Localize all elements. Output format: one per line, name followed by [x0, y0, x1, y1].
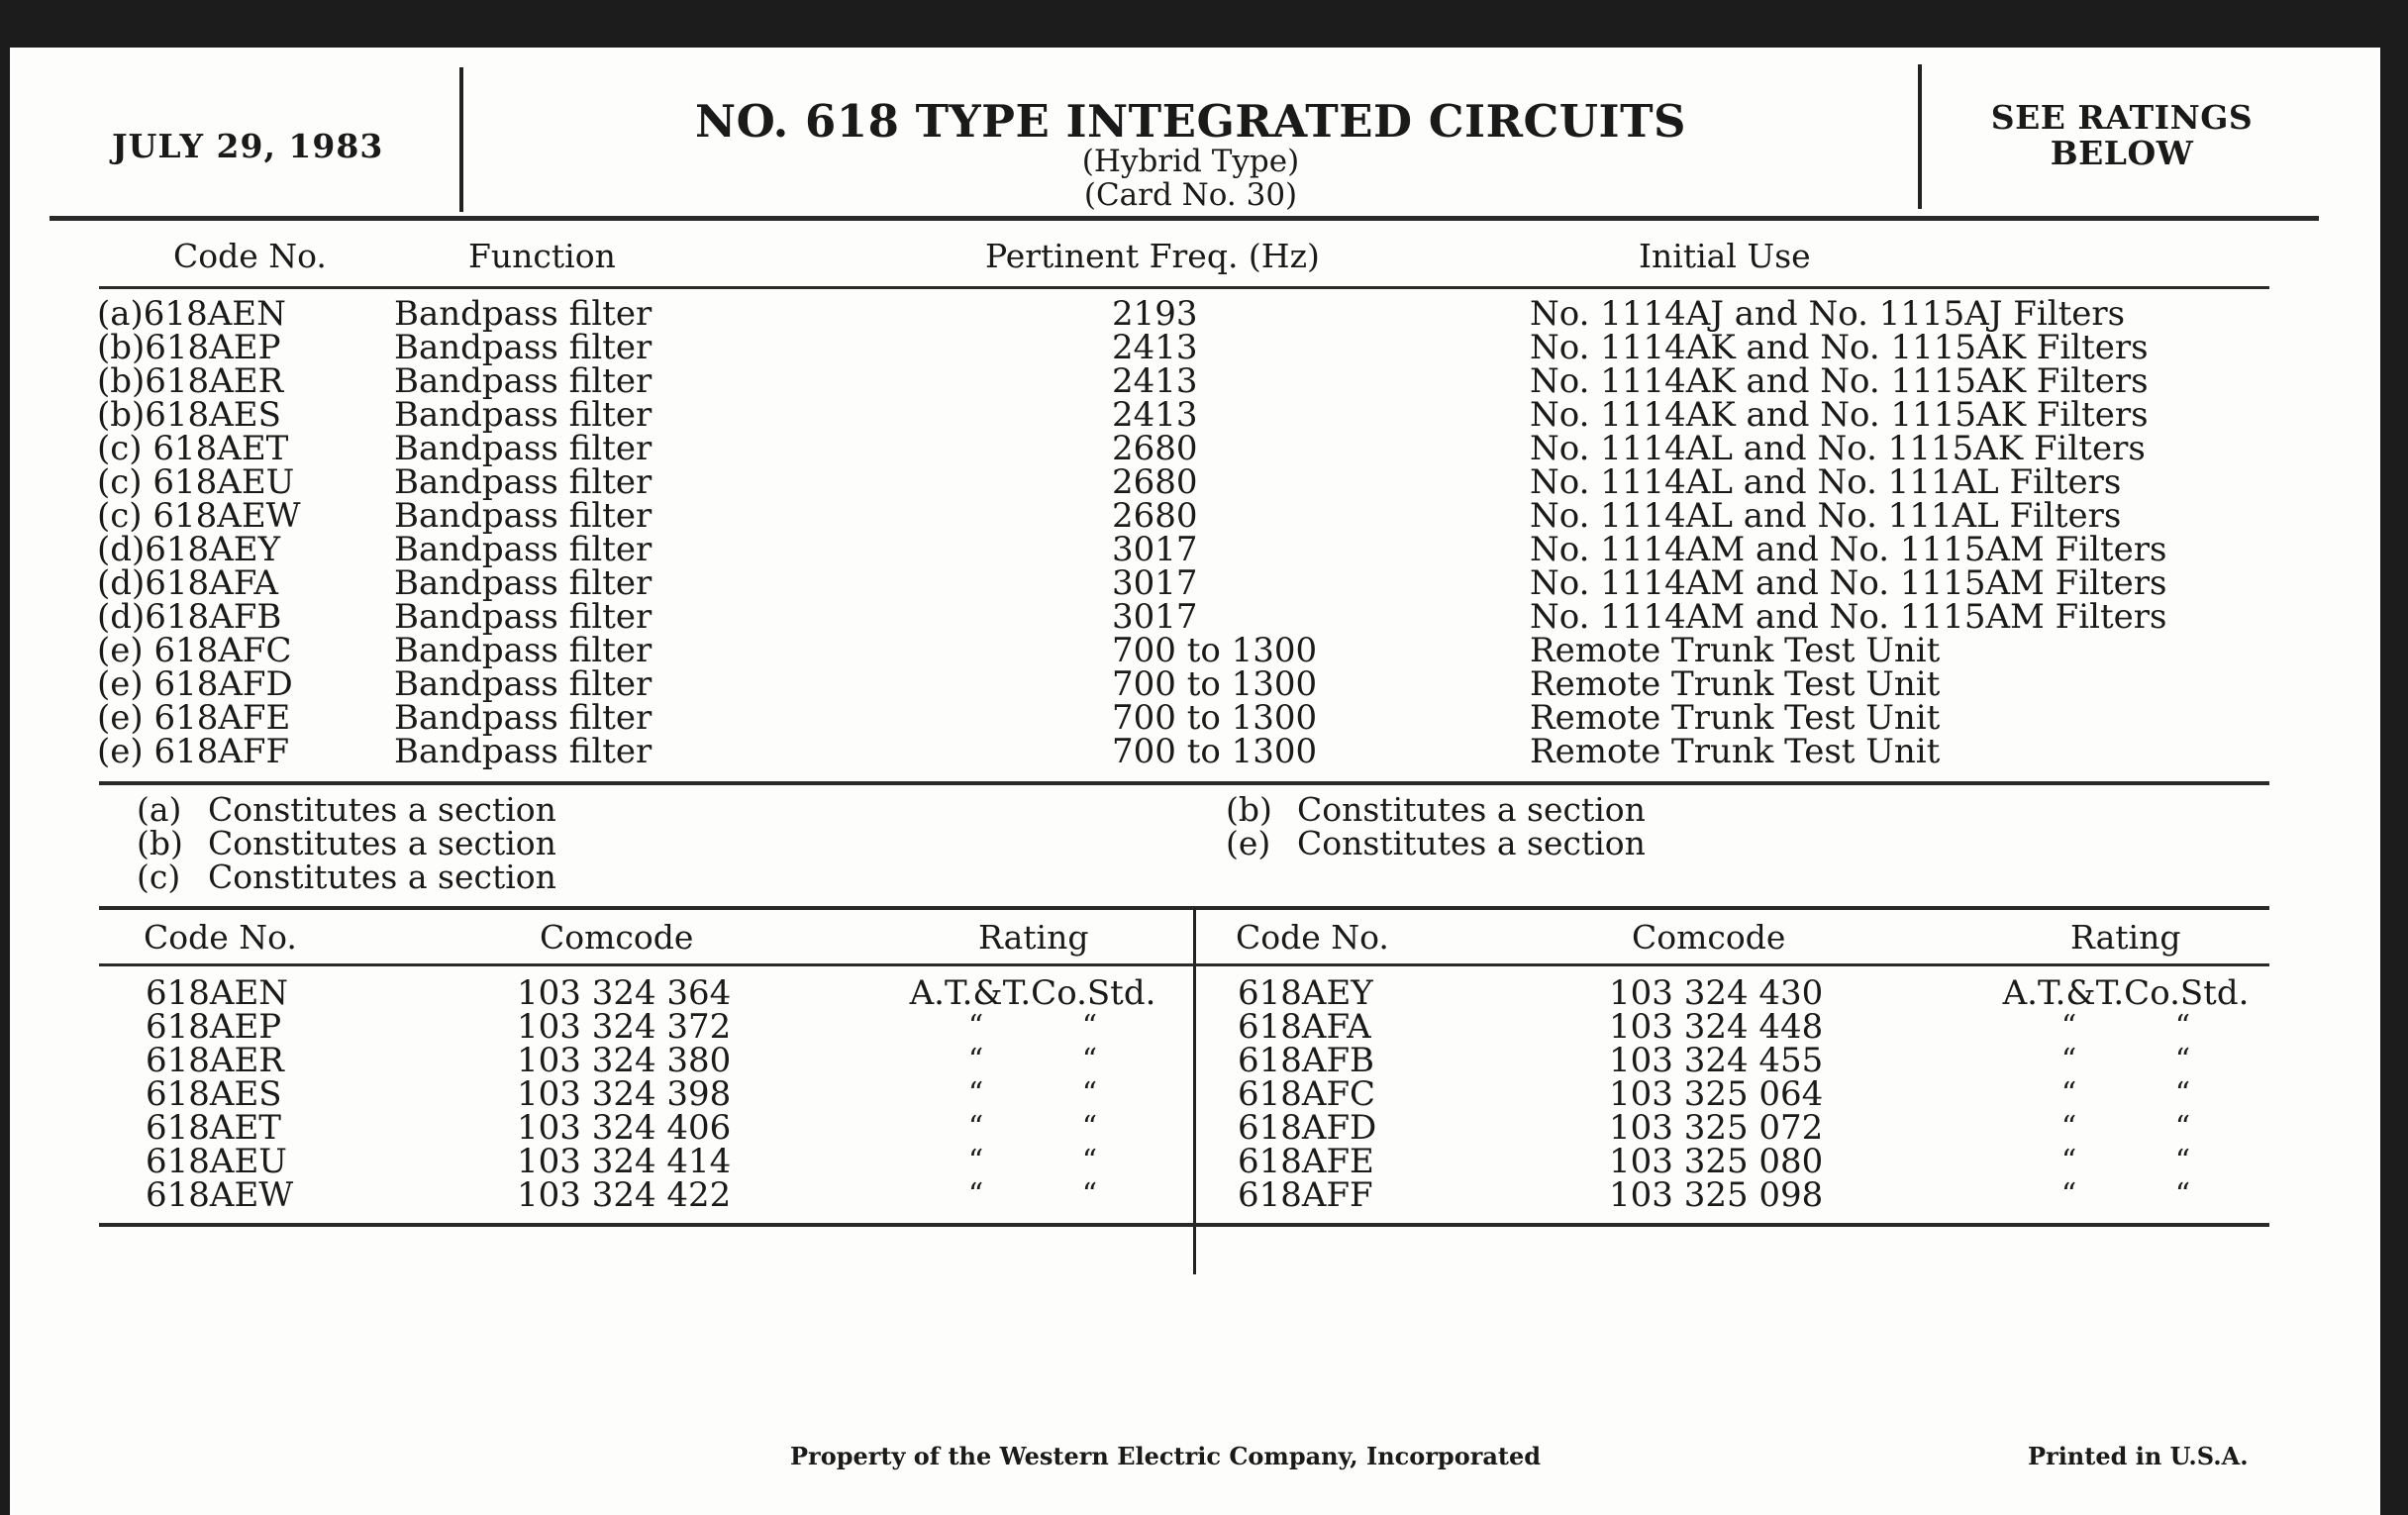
row-rating: “ “ — [967, 1043, 1098, 1077]
row-function: Bandpass filter — [394, 698, 652, 738]
row-initial-use: No. 1114AK and No. 1115AK Filters — [1530, 395, 2149, 435]
row-code: 618AER — [146, 1041, 284, 1080]
lower-left-header-comcode: Comcode — [540, 918, 694, 957]
footnote-mark: (a) — [137, 790, 182, 829]
lower-left-header-rating: Rating — [978, 918, 1089, 957]
lower-table-header-rule — [99, 963, 2269, 966]
row-freq: 700 to 1300 — [1112, 664, 1318, 704]
upper-table-bottom-rule — [99, 781, 2269, 785]
row-freq: 700 to 1300 — [1112, 698, 1318, 738]
row-initial-use: No. 1114AK and No. 1115AK Filters — [1530, 328, 2149, 367]
row-comcode: 103 324 448 — [1609, 1007, 1824, 1047]
row-comcode: 103 324 372 — [517, 1007, 732, 1047]
row-initial-use: Remote Trunk Test Unit — [1530, 698, 1941, 738]
col-header-freq: Pertinent Freq. (Hz) — [985, 237, 1320, 275]
row-rating: “ “ — [967, 1009, 1098, 1044]
footnote-mark: (b) — [1226, 790, 1272, 829]
lower-right-header-comcode: Comcode — [1632, 918, 1786, 957]
row-freq: 3017 — [1112, 563, 1198, 603]
footnote-text: Constitutes a section — [208, 824, 556, 862]
row-code: 618AFF — [1238, 1175, 1373, 1215]
row-function: Bandpass filter — [394, 328, 652, 367]
row-initial-use: Remote Trunk Test Unit — [1530, 732, 1941, 771]
row-comcode: 103 324 422 — [517, 1175, 732, 1215]
row-function: Bandpass filter — [394, 631, 652, 670]
footnote-text: Constitutes a section — [1297, 824, 1646, 862]
row-comcode: 103 324 430 — [1609, 973, 1824, 1013]
row-comcode: 103 324 414 — [517, 1142, 732, 1181]
row-function: Bandpass filter — [394, 294, 652, 334]
row-freq: 2680 — [1112, 429, 1198, 468]
row-code: 618AES — [146, 1074, 282, 1114]
row-code: (d)618AFA — [97, 563, 278, 603]
row-function: Bandpass filter — [394, 496, 652, 536]
row-function: Bandpass filter — [394, 361, 652, 401]
row-code: 618AEN — [146, 973, 289, 1013]
row-code: (d)618AEY — [97, 530, 281, 569]
ratings-note-line1: SEE RATINGS — [1990, 98, 2254, 137]
lower-table-bottom-rule — [99, 1223, 2269, 1227]
row-code: 618AEU — [146, 1142, 287, 1181]
row-function: Bandpass filter — [394, 732, 652, 771]
footer-printed: Printed in U.S.A. — [2028, 1442, 2249, 1470]
row-code: (b)618AER — [97, 361, 284, 401]
row-comcode: 103 324 455 — [1609, 1041, 1824, 1080]
row-code: (e) 618AFF — [97, 732, 290, 771]
lower-left-header-code: Code No. — [144, 918, 297, 957]
row-code: 618AET — [146, 1108, 281, 1148]
row-function: Bandpass filter — [394, 429, 652, 468]
row-rating: A.T.&T.Co.Std. — [2002, 973, 2250, 1013]
footnote-text: Constitutes a section — [1297, 790, 1646, 829]
row-code: 618AFE — [1238, 1142, 1374, 1181]
row-comcode: 103 325 098 — [1609, 1175, 1824, 1215]
reference-card — [10, 48, 2380, 1515]
col-header-code: Code No. — [173, 237, 327, 275]
row-rating: “ “ — [2060, 1043, 2191, 1077]
row-code: 618AEW — [146, 1175, 294, 1215]
card-title: NO. 618 TYPE INTEGRATED CIRCUITS — [694, 95, 1687, 148]
row-rating: “ “ — [2060, 1144, 2191, 1178]
row-rating: “ “ — [967, 1144, 1098, 1178]
col-header-initial-use: Initial Use — [1639, 237, 1811, 275]
row-code: 618AEP — [146, 1007, 282, 1047]
footnote-text: Constitutes a section — [208, 790, 556, 829]
row-freq: 3017 — [1112, 597, 1198, 637]
row-code: 618AEY — [1238, 973, 1373, 1013]
row-comcode: 103 325 080 — [1609, 1142, 1824, 1181]
lower-right-header-code: Code No. — [1236, 918, 1389, 957]
ratings-note — [1924, 100, 2320, 171]
row-initial-use: No. 1114AJ and No. 1115AJ Filters — [1530, 294, 2126, 334]
card-subtitle-number: (Card No. 30) — [1083, 177, 1298, 213]
card-date: JULY 29, 1983 — [112, 127, 384, 165]
row-initial-use: No. 1114AL and No. 111AL Filters — [1530, 496, 2122, 536]
col-header-function: Function — [468, 237, 616, 275]
row-function: Bandpass filter — [394, 395, 652, 435]
column-header-rule — [99, 286, 2269, 289]
row-code: (b)618AEP — [97, 328, 281, 367]
row-code: 618AFC — [1238, 1074, 1376, 1114]
row-rating: “ “ — [2060, 1076, 2191, 1111]
lower-table-top-rule — [99, 906, 2269, 910]
row-initial-use: Remote Trunk Test Unit — [1530, 664, 1941, 704]
row-code: (e) 618AFD — [97, 664, 293, 704]
footer-property: Property of the Western Electric Company, Incorporated — [790, 1442, 1542, 1470]
row-comcode: 103 324 364 — [517, 973, 732, 1013]
row-freq: 2413 — [1112, 328, 1198, 367]
row-code: (c) 618AEU — [97, 462, 295, 502]
row-rating: “ “ — [2060, 1009, 2191, 1044]
row-freq: 2193 — [1112, 294, 1198, 334]
row-function: Bandpass filter — [394, 597, 652, 637]
row-code: 618AFD — [1238, 1108, 1377, 1148]
row-rating: “ “ — [2060, 1110, 2191, 1145]
row-code: (c) 618AEW — [97, 496, 301, 536]
ratings-note-line2: BELOW — [2050, 134, 2194, 172]
row-initial-use: No. 1114AL and No. 1115AK Filters — [1530, 429, 2146, 468]
row-code: 618AFB — [1238, 1041, 1375, 1080]
footnote-mark: (c) — [137, 858, 181, 896]
row-initial-use: No. 1114AM and No. 1115AM Filters — [1530, 597, 2167, 637]
header-divider-right — [1918, 64, 1922, 209]
row-function: Bandpass filter — [394, 563, 652, 603]
row-code: (a)618AEN — [97, 294, 286, 334]
row-comcode: 103 325 072 — [1609, 1108, 1824, 1148]
row-freq: 2680 — [1112, 496, 1198, 536]
row-code: 618AFA — [1238, 1007, 1371, 1047]
row-code: (b)618AES — [97, 395, 281, 435]
row-function: Bandpass filter — [394, 530, 652, 569]
row-comcode: 103 324 398 — [517, 1074, 732, 1114]
row-function: Bandpass filter — [394, 664, 652, 704]
row-rating: “ “ — [967, 1110, 1098, 1145]
row-initial-use: No. 1114AK and No. 1115AK Filters — [1530, 361, 2149, 401]
row-initial-use: No. 1114AM and No. 1115AM Filters — [1530, 563, 2167, 603]
row-rating: “ “ — [967, 1076, 1098, 1111]
footnote-mark: (e) — [1226, 824, 1271, 862]
row-freq: 700 to 1300 — [1112, 631, 1318, 670]
row-freq: 2680 — [1112, 462, 1198, 502]
footnote-text: Constitutes a section — [208, 858, 556, 896]
row-initial-use: Remote Trunk Test Unit — [1530, 631, 1941, 670]
row-freq: 700 to 1300 — [1112, 732, 1318, 771]
row-initial-use: No. 1114AL and No. 111AL Filters — [1530, 462, 2122, 502]
row-function: Bandpass filter — [394, 462, 652, 502]
card-subtitle-type: (Hybrid Type) — [1081, 144, 1300, 179]
row-freq: 2413 — [1112, 361, 1198, 401]
row-rating: “ “ — [2060, 1177, 2191, 1212]
row-code: (c) 618AET — [97, 429, 289, 468]
row-rating: “ “ — [967, 1177, 1098, 1212]
row-code: (d)618AFB — [97, 597, 282, 637]
row-comcode: 103 325 064 — [1609, 1074, 1824, 1114]
header-rule — [50, 216, 2319, 221]
row-comcode: 103 324 406 — [517, 1108, 732, 1148]
row-initial-use: No. 1114AM and No. 1115AM Filters — [1530, 530, 2167, 569]
footnote-mark: (b) — [137, 824, 183, 862]
row-comcode: 103 324 380 — [517, 1041, 732, 1080]
lower-right-header-rating: Rating — [2070, 918, 2181, 957]
row-rating: A.T.&T.Co.Std. — [909, 973, 1156, 1013]
row-freq: 2413 — [1112, 395, 1198, 435]
row-code: (e) 618AFC — [97, 631, 292, 670]
row-code: (e) 618AFE — [97, 698, 291, 738]
row-freq: 3017 — [1112, 530, 1198, 569]
